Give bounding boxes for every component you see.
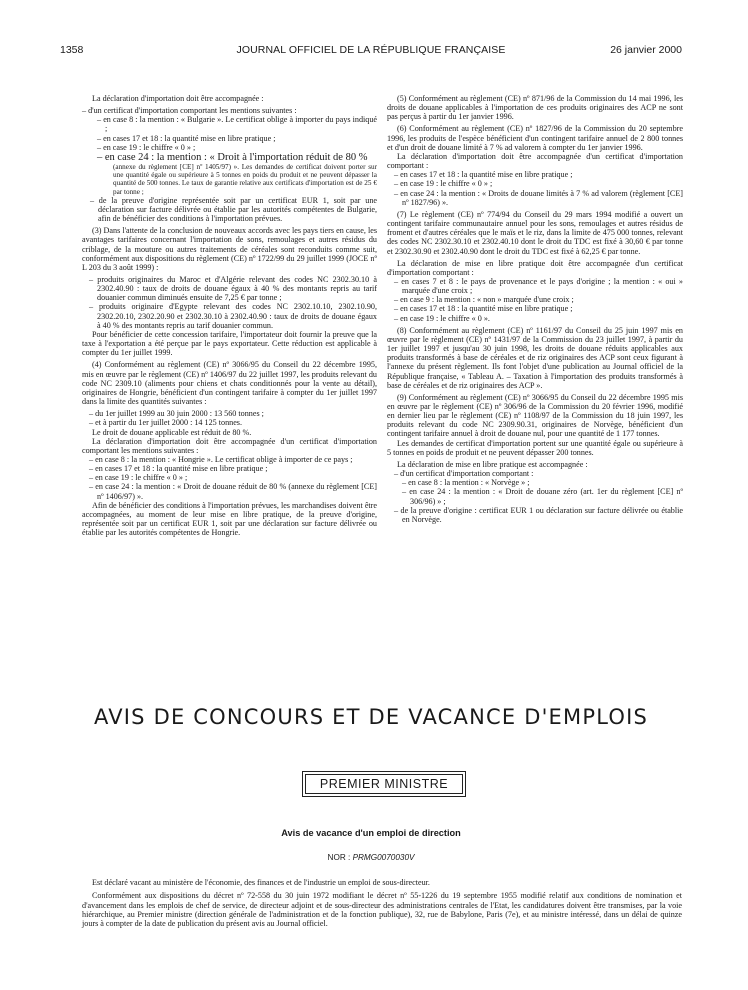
paragraph: (4) Conformément au règlement (CE) nº 3066/95 du Conseil du 22 décembre 1995, mis en œuvre par le règlement (CE) nº 1406/97 du 22 juillet 1997, les produits relevant du code NC 2309.10 (aliments pour chiens et chats conditionnés pour la vente au détail), originaires de Hongrie, bénéficient d'un contingent tarifaire à compter du 1er juillet 1997 dans la limite des quantités suivantes : bbox=[82, 360, 377, 407]
paragraph: (7) Le règlement (CE) nº 774/94 du Conseil du 29 mars 1994 modifié a ouvert un contingent tarifaire communautaire annuel pour les sons, remoulages et autres résidus de froment et d'autres céréales que le maïs et le riz, dans la limite de 475 000 tonnes, relevant des codes NC 2302.30.10 et 2302.40.10 dont le droit du TDC est fixé à 30,60 € par tonne et 2302.30.90 et 2302.40.90 dont le droit du TDC est fixé à 62,25 € par tonne. bbox=[387, 209, 683, 256]
paragraph: (3) Dans l'attente de la conclusion de nouveaux accords avec les pays tiers en cause, les avantages tarifaires concernant l'importation de sons, remoulages et autres résidus du criblage, de la mouture ou autres traitements de céréales sont reconduits comme suit, conformément aux dispositions du règlement (CE) nº 1722/99 du 29 juillet 1999 (JOCE nº L 203 du 3 août 1999) : bbox=[82, 226, 377, 272]
nor-label: NOR : bbox=[327, 853, 351, 862]
paragraph: La déclaration d'importation doit être accompagnée d'un certificat d'importation comportant les mentions suivantes : bbox=[82, 436, 377, 455]
list-item: – du 1er juillet 1999 au 30 juin 2000 : 13 560 tonnes ; bbox=[89, 409, 264, 419]
notice-subtitle: Avis de vacance d'un emploi de direction bbox=[281, 828, 461, 838]
list-item: – en case 24 : la mention : « Droit à l'importation réduit de 80 % bbox=[97, 151, 368, 163]
list-item: – produits originaires du Maroc et d'Algérie relevant des codes NC 2302.30.10 à 2302.40.90 : taux de droits de douane égaux à 40 % des montants repris au tarif douanier commun diminués ensuite de 7,25 € par tonne ; bbox=[89, 275, 377, 303]
list-item: – en cases 17 et 18 : la quantité mise en libre pratique ; bbox=[97, 133, 276, 143]
list-item: – et à partir du 1er juillet 2000 : 14 125 tonnes. bbox=[89, 418, 242, 428]
list-item: – en case 8 : la mention : « Bulgarie ». Le certificat oblige à importer du pays indiqué ; bbox=[97, 115, 377, 134]
journal-title: JOURNAL OFFICIEL DE LA RÉPUBLIQUE FRANÇAISE bbox=[236, 44, 506, 56]
paragraph: La déclaration d'importation doit être accompagnée d'un certificat d'importation comportant : bbox=[387, 151, 683, 171]
right-column bbox=[387, 94, 683, 524]
page-number: 1358 bbox=[60, 44, 84, 56]
paragraph: (6) Conformément au règlement (CE) nº 1827/96 de la Commission du 20 septembre 1996, les produits de l'espèce bénéficient d'un contingent tarifaire annuel de 2 800 tonnes et d'un droit de douane limité à 7 % ad valorem à compter du 1er janvier 1996. bbox=[387, 124, 683, 152]
list-item: – en case 9 : la mention : « non » marquée d'une croix ; bbox=[394, 295, 574, 305]
list-item: – d'un certificat d'importation comportant les mentions suivantes : bbox=[82, 106, 297, 116]
list-item: – d'un certificat d'importation comportant : bbox=[394, 469, 534, 479]
paragraph: Afin de bénéficier des conditions à l'importation prévues, les marchandises doivent être accompagnées, au moment de leur mise en libre pratique, de la preuve d'origine, représentée soit par un certificat EUR 1, soit par une déclaration sur facture délivrée ou établie par les autorités compétentes de Hongrie. bbox=[82, 500, 377, 538]
issue-date: 26 janvier 2000 bbox=[610, 44, 682, 56]
list-item: – en case 8 : la mention : « Hongrie ». Le certificat oblige à importer de ce pays ; bbox=[89, 454, 353, 464]
paragraph: (5) Conformément au règlement (CE) nº 871/96 de la Commission du 14 mai 1996, les droits de douane applicables à l'importation de ces produits originaires des ACP ne sont pas perçus à partir du 1er janvier 1996. bbox=[387, 94, 683, 122]
page-header bbox=[60, 44, 682, 60]
notice-body bbox=[82, 878, 682, 932]
list-item: – de la preuve d'origine représentée soit par un certificat EUR 1, soit par une déclaration sur facture délivrée ou établie par les autorités compétentes de Bulgarie, afin de bénéficier des conditions à l'importation prévues. bbox=[90, 195, 377, 224]
paragraph: (8) Conformément au règlement (CE) nº 1161/97 du Conseil du 25 juin 1997 mis en œuvre par le règlement (CE) nº 1431/97 de la Commission du 23 juillet 1997, à partir du 1er juillet 1997 et jusqu'au 30 juin 1998, les droits de douane réduits applicables aux produits transformés à base de céréales et de riz originaires des ACP sont ceux figurant à l'annexe du présent règlement. Ils font l'objet d'une publication au Journal officiel de la République française, « Tableau A. – Taxation à l'importation des produits transformés à base de céréales et de riz originaires des ACP ». bbox=[387, 325, 683, 390]
paragraph: Les demandes de certificat d'importation portent sur une quantité égale ou supérieure à 5 tonnes en poids de produit et ne peuvent dépasser 200 tonnes. bbox=[387, 438, 683, 457]
paragraph: La déclaration de mise en libre pratique est accompagnée : bbox=[397, 459, 588, 469]
ministry-label: PREMIER MINISTRE bbox=[319, 777, 449, 791]
list-item: – en case 19 : le chiffre « 0 » ; bbox=[394, 179, 493, 189]
ministry-box bbox=[302, 771, 466, 797]
list-item: – de la preuve d'origine : certificat EUR 1 ou déclaration sur facture délivrée ou établie en Norvège. bbox=[394, 505, 683, 524]
list-item-continuation: (annexe du règlement [CE] nº 1405/97) ». Les demandes de certificat doivent porter sur une quantité égale ou supérieure à 5 tonnes en poids du produit et ne peuvent dépasser la quantité de 500 tonnes. Le taux de garantie relative aux certificats d'importation est de 25 € par tonne ; bbox=[113, 162, 377, 196]
list-item: – en cases 17 et 18 : la quantité mise en libre pratique ; bbox=[89, 464, 268, 474]
section-title: AVIS DE CONCOURS ET DE VACANCE D'EMPLOIS bbox=[93, 705, 648, 729]
list-item: – en case 24 : la mention : « Droits de douane limités à 7 % ad valorem (règlement [CE] nº 1827/96) ». bbox=[394, 188, 683, 207]
list-item: – en cases 7 et 8 : le pays de provenance et le pays d'origine ; la mention : « oui » marquée d'une croix ; bbox=[394, 276, 683, 296]
list-item: – en case 19 : le chiffre « 0 » ; bbox=[89, 473, 188, 483]
paragraph: La déclaration d'importation doit être accompagnée : bbox=[92, 94, 264, 103]
list-item: – en case 8 : la mention : « Norvège » ; bbox=[402, 478, 530, 488]
paragraph: Conformément aux dispositions du décret nº 72-558 du 30 juin 1972 modifiant le décret nº 55-1226 du 19 septembre 1955 modifié relatif aux conditions de nomination et d'avancement dans les emplois de chef de service, de directeur adjoint et de sous-directeur des administrations centrales de l'Etat, les candidatures doivent être transmises, par la voie hiérarchique, au Premier ministre (direction générale de l'administration et de la fonction publique), 32, rue de Babylone, Paris (7e), et au ministre intéressé, dans un délai de quinze jours à compter de la date de publication du présent avis au Journal officiel. bbox=[82, 891, 682, 929]
list-item: – produits originaire d'Egypte relevant des codes NC 2302.10.10, 2302.10.90, 2302.20.10, 2302.20.90 et 2302.30.10 à 2302.40.90 : taux de droits de douane égaux à 40 % des montants repris au tarif douanier commun. bbox=[89, 302, 377, 330]
paragraph: La déclaration de mise en libre pratique doit être accompagnée d'un certificat d'importation comportant : bbox=[387, 258, 683, 277]
paragraph: Le droit de douane applicable est réduit de 80 %. bbox=[92, 427, 252, 437]
list-item: – en case 24 : la mention : « Droit de douane zéro (art. 1er du règlement [CE] nº 306/96) » ; bbox=[402, 487, 683, 506]
list-item: – en case 24 : la mention : « Droit de douane réduit de 80 % (annexe du règlement [CE] nº 1406/97) ». bbox=[89, 482, 377, 501]
paragraph: (9) Conformément au règlement (CE) nº 3066/95 du Conseil du 22 décembre 1995 mis en œuvre par le règlement (CE) nº 306/96 de la Commission du 20 février 1996, modifié en dernier lieu par le règlement (CE) nº 1108/97 de la Commission du 18 juin 1997, les produits relevant du code NC 2309.90.31, originaires de Norvège, bénéficient d'un contingent tarifaire annuel à droit de douane nul, pour une quantité de 1 177 tonnes. bbox=[387, 392, 683, 439]
list-item: – en cases 17 et 18 : la quantité mise en libre pratique ; bbox=[394, 170, 573, 180]
paragraph: Est déclaré vacant au ministère de l'économie, des finances et de l'industrie un emploi de sous-directeur. bbox=[92, 878, 430, 887]
nor-reference bbox=[60, 853, 682, 862]
nor-code: PRMG0070030V bbox=[352, 853, 415, 862]
list-item: – en case 19 : le chiffre « 0 ». bbox=[394, 313, 490, 323]
paragraph: Pour bénéficier de cette concession tarifaire, l'importateur doit fournir la preuve que la taxe à l'exportation a été perçue par le pays exportateur. Cette réduction est applicable à compter du 1er juillet 1999. bbox=[82, 329, 377, 358]
list-item: – en cases 17 et 18 : la quantité mise en libre pratique ; bbox=[394, 304, 573, 314]
list-item: – en case 19 : le chiffre « 0 » ; bbox=[97, 142, 196, 152]
left-column bbox=[82, 94, 377, 540]
